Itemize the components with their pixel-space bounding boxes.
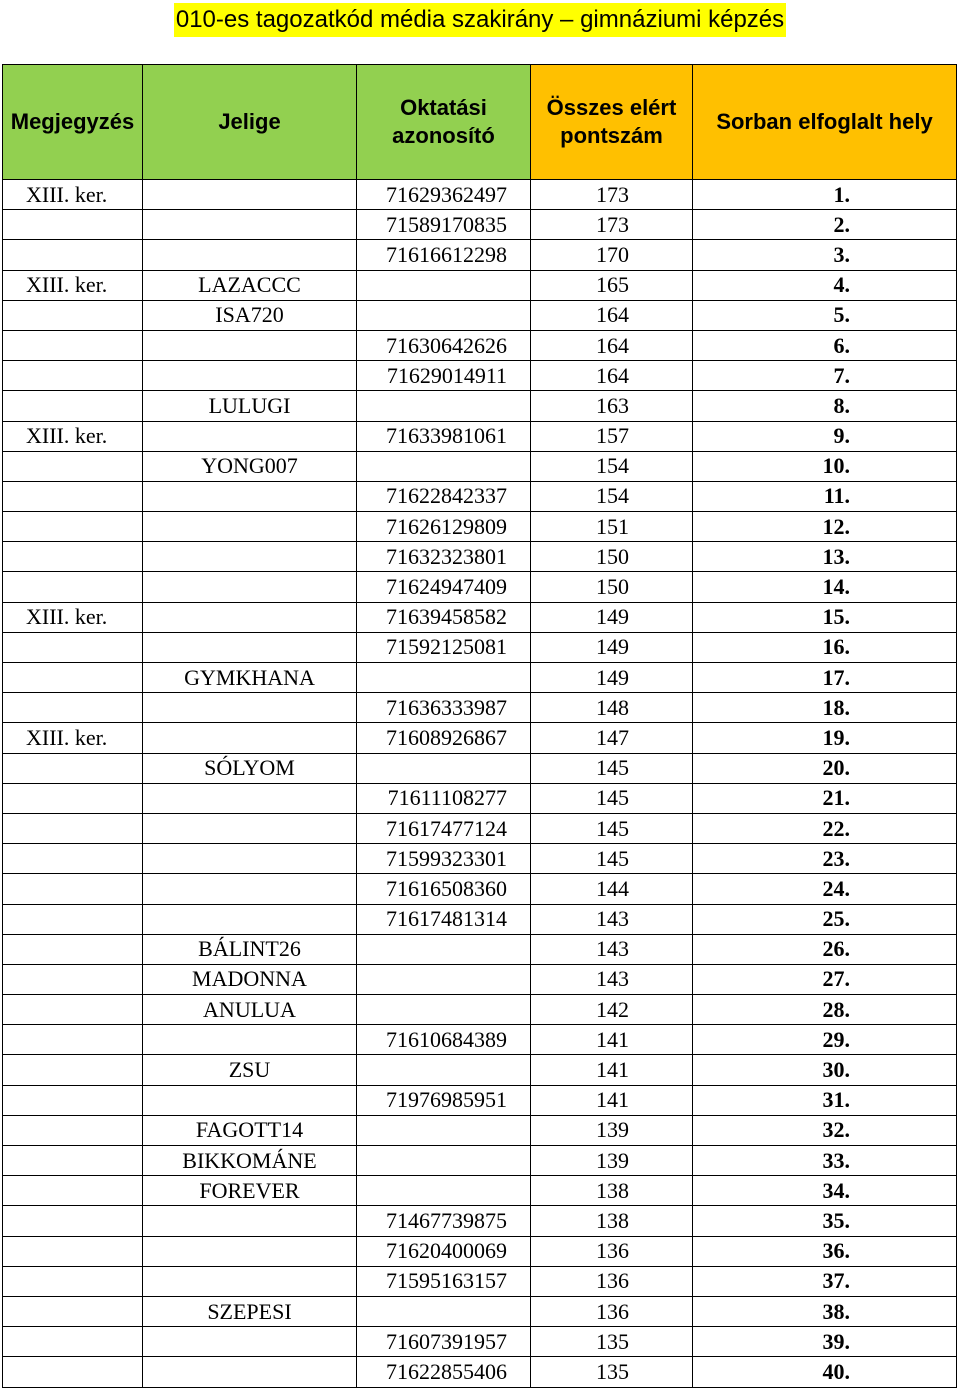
- code-name-cell: FAGOTT14: [143, 1115, 357, 1145]
- student-id-cell: 71589170835: [357, 210, 531, 240]
- table-row: [3, 1025, 957, 1055]
- header-code-name: Jelige: [143, 65, 357, 180]
- points-cell: 145: [531, 844, 693, 874]
- note-cell: [3, 1266, 143, 1296]
- student-id-cell: 71630642626: [357, 330, 531, 360]
- rank-cell: 33.: [693, 1146, 957, 1176]
- code-name-cell: FOREVER: [143, 1176, 357, 1206]
- student-id-cell: 71595163157: [357, 1266, 531, 1296]
- student-id-cell: [357, 300, 531, 330]
- rank-cell: 13.: [693, 542, 957, 572]
- note-cell: [3, 391, 143, 421]
- student-id-cell: 71607391957: [357, 1327, 531, 1357]
- table-row: [3, 451, 957, 481]
- code-name-cell: [143, 813, 357, 843]
- rank-cell: 20.: [693, 753, 957, 783]
- table-row: [3, 783, 957, 813]
- student-id-cell: [357, 1176, 531, 1206]
- table-row: [3, 240, 957, 270]
- rank-cell: 22.: [693, 813, 957, 843]
- rank-cell: 6.: [693, 330, 957, 360]
- note-cell: [3, 783, 143, 813]
- code-name-cell: [143, 421, 357, 451]
- rank-cell: 35.: [693, 1206, 957, 1236]
- code-name-cell: [143, 632, 357, 662]
- rank-cell: 12.: [693, 512, 957, 542]
- student-id-cell: 71629014911: [357, 361, 531, 391]
- points-cell: 142: [531, 995, 693, 1025]
- table-row: [3, 663, 957, 693]
- note-cell: [3, 240, 143, 270]
- points-cell: 136: [531, 1296, 693, 1326]
- points-cell: 138: [531, 1206, 693, 1236]
- code-name-cell: [143, 723, 357, 753]
- rank-cell: 15.: [693, 602, 957, 632]
- table-row: [3, 934, 957, 964]
- points-cell: 164: [531, 300, 693, 330]
- student-id-cell: 71611108277: [357, 783, 531, 813]
- code-name-cell: MADONNA: [143, 964, 357, 994]
- points-cell: 149: [531, 602, 693, 632]
- note-cell: [3, 1055, 143, 1085]
- rank-cell: 31.: [693, 1085, 957, 1115]
- rank-cell: 39.: [693, 1327, 957, 1357]
- student-id-cell: 71976985951: [357, 1085, 531, 1115]
- code-name-cell: [143, 693, 357, 723]
- code-name-cell: ISA720: [143, 300, 357, 330]
- rank-cell: 29.: [693, 1025, 957, 1055]
- rank-cell: 19.: [693, 723, 957, 753]
- note-cell: [3, 210, 143, 240]
- table-row: [3, 602, 957, 632]
- table-row: [3, 180, 957, 210]
- note-cell: [3, 753, 143, 783]
- note-cell: [3, 1146, 143, 1176]
- code-name-cell: [143, 1266, 357, 1296]
- points-cell: 173: [531, 210, 693, 240]
- table-row: [3, 391, 957, 421]
- points-cell: 148: [531, 693, 693, 723]
- points-cell: 165: [531, 270, 693, 300]
- header-id-line2: azonosító: [392, 123, 495, 148]
- code-name-cell: ANULUA: [143, 995, 357, 1025]
- student-id-cell: 71624947409: [357, 572, 531, 602]
- student-id-cell: 71626129809: [357, 512, 531, 542]
- note-cell: [3, 995, 143, 1025]
- page-title: 010-es tagozatkód média szakirány – gimnáziumi képzés: [174, 3, 786, 37]
- code-name-cell: [143, 844, 357, 874]
- points-cell: 136: [531, 1266, 693, 1296]
- student-id-cell: [357, 1115, 531, 1145]
- student-id-cell: 71622842337: [357, 481, 531, 511]
- rank-cell: 9.: [693, 421, 957, 451]
- table-row: [3, 1085, 957, 1115]
- points-cell: 149: [531, 663, 693, 693]
- ranking-table: [2, 64, 957, 1388]
- code-name-cell: BÁLINT26: [143, 934, 357, 964]
- points-cell: 143: [531, 934, 693, 964]
- rank-cell: 14.: [693, 572, 957, 602]
- points-cell: 139: [531, 1115, 693, 1145]
- note-cell: [3, 1025, 143, 1055]
- note-cell: [3, 874, 143, 904]
- points-cell: 141: [531, 1055, 693, 1085]
- code-name-cell: [143, 512, 357, 542]
- header-note: Megjegyzés: [3, 65, 143, 180]
- note-cell: [3, 1357, 143, 1387]
- student-id-cell: 71620400069: [357, 1236, 531, 1266]
- table-row: [3, 874, 957, 904]
- code-name-cell: [143, 1206, 357, 1236]
- note-cell: [3, 1115, 143, 1145]
- points-cell: 147: [531, 723, 693, 753]
- points-cell: 164: [531, 361, 693, 391]
- rank-cell: 37.: [693, 1266, 957, 1296]
- student-id-cell: 71592125081: [357, 632, 531, 662]
- student-id-cell: [357, 995, 531, 1025]
- header-points-line2: pontszám: [560, 123, 663, 148]
- points-cell: 164: [531, 330, 693, 360]
- code-name-cell: [143, 180, 357, 210]
- student-id-cell: [357, 663, 531, 693]
- note-cell: [3, 481, 143, 511]
- rank-cell: 38.: [693, 1296, 957, 1326]
- table-row: [3, 1206, 957, 1236]
- code-name-cell: [143, 542, 357, 572]
- student-id-cell: [357, 451, 531, 481]
- student-id-cell: 71599323301: [357, 844, 531, 874]
- header-points-line1: Összes elért: [546, 95, 677, 120]
- points-cell: 170: [531, 240, 693, 270]
- header-rank: Sorban elfoglalt hely: [693, 65, 957, 180]
- student-id-cell: [357, 1296, 531, 1326]
- points-cell: 154: [531, 451, 693, 481]
- student-id-cell: [357, 1146, 531, 1176]
- table-row: [3, 1115, 957, 1145]
- table-row: [3, 481, 957, 511]
- rank-cell: 3.: [693, 240, 957, 270]
- note-cell: XIII. ker.: [3, 723, 143, 753]
- table-row: [3, 632, 957, 662]
- rank-cell: 11.: [693, 481, 957, 511]
- code-name-cell: [143, 361, 357, 391]
- rank-cell: 7.: [693, 361, 957, 391]
- code-name-cell: [143, 1327, 357, 1357]
- points-cell: 141: [531, 1025, 693, 1055]
- code-name-cell: [143, 904, 357, 934]
- points-cell: 139: [531, 1146, 693, 1176]
- note-cell: [3, 330, 143, 360]
- points-cell: 151: [531, 512, 693, 542]
- points-cell: 136: [531, 1236, 693, 1266]
- header-id: [357, 65, 531, 180]
- rank-cell: 18.: [693, 693, 957, 723]
- student-id-cell: 71632323801: [357, 542, 531, 572]
- header-points: [531, 65, 693, 180]
- rank-cell: 25.: [693, 904, 957, 934]
- code-name-cell: GYMKHANA: [143, 663, 357, 693]
- note-cell: [3, 904, 143, 934]
- points-cell: 145: [531, 783, 693, 813]
- table-row: [3, 813, 957, 843]
- code-name-cell: BIKKOMÁNE: [143, 1146, 357, 1176]
- table-row: [3, 964, 957, 994]
- student-id-cell: 71616508360: [357, 874, 531, 904]
- code-name-cell: [143, 481, 357, 511]
- code-name-cell: [143, 1357, 357, 1387]
- code-name-cell: YONG007: [143, 451, 357, 481]
- points-cell: 145: [531, 753, 693, 783]
- header-id-line1: Oktatási: [400, 95, 487, 120]
- rank-cell: 17.: [693, 663, 957, 693]
- table-row: [3, 512, 957, 542]
- code-name-cell: [143, 874, 357, 904]
- rank-cell: 36.: [693, 1236, 957, 1266]
- code-name-cell: LULUGI: [143, 391, 357, 421]
- table-row: [3, 361, 957, 391]
- rank-cell: 1.: [693, 180, 957, 210]
- rank-cell: 26.: [693, 934, 957, 964]
- code-name-cell: [143, 1085, 357, 1115]
- rank-cell: 27.: [693, 964, 957, 994]
- points-cell: 135: [531, 1357, 693, 1387]
- rank-cell: 30.: [693, 1055, 957, 1085]
- note-cell: XIII. ker.: [3, 602, 143, 632]
- points-cell: 157: [531, 421, 693, 451]
- student-id-cell: [357, 964, 531, 994]
- student-id-cell: [357, 934, 531, 964]
- points-cell: 144: [531, 874, 693, 904]
- rank-cell: 2.: [693, 210, 957, 240]
- points-cell: 163: [531, 391, 693, 421]
- note-cell: [3, 693, 143, 723]
- note-cell: [3, 632, 143, 662]
- rank-cell: 21.: [693, 783, 957, 813]
- code-name-cell: SÓLYOM: [143, 753, 357, 783]
- points-cell: 138: [531, 1176, 693, 1206]
- points-cell: 150: [531, 542, 693, 572]
- note-cell: [3, 361, 143, 391]
- points-cell: 173: [531, 180, 693, 210]
- student-id-cell: 71622855406: [357, 1357, 531, 1387]
- student-id-cell: 71617477124: [357, 813, 531, 843]
- points-cell: 154: [531, 481, 693, 511]
- table-row: [3, 1296, 957, 1326]
- note-cell: XIII. ker.: [3, 180, 143, 210]
- note-cell: [3, 572, 143, 602]
- rank-cell: 40.: [693, 1357, 957, 1387]
- table-body: [3, 180, 957, 1388]
- student-id-cell: 71467739875: [357, 1206, 531, 1236]
- note-cell: [3, 934, 143, 964]
- code-name-cell: [143, 602, 357, 632]
- student-id-cell: [357, 753, 531, 783]
- student-id-cell: 71608926867: [357, 723, 531, 753]
- note-cell: [3, 1296, 143, 1326]
- table-row: [3, 723, 957, 753]
- student-id-cell: [357, 1055, 531, 1085]
- note-cell: [3, 1327, 143, 1357]
- code-name-cell: [143, 330, 357, 360]
- note-cell: [3, 300, 143, 330]
- student-id-cell: 71639458582: [357, 602, 531, 632]
- points-cell: 135: [531, 1327, 693, 1357]
- note-cell: [3, 1206, 143, 1236]
- note-cell: [3, 1236, 143, 1266]
- table-row: [3, 1357, 957, 1387]
- note-cell: [3, 512, 143, 542]
- table-row: [3, 542, 957, 572]
- note-cell: [3, 813, 143, 843]
- points-cell: 143: [531, 964, 693, 994]
- rank-cell: 28.: [693, 995, 957, 1025]
- rank-cell: 23.: [693, 844, 957, 874]
- rank-cell: 5.: [693, 300, 957, 330]
- table-row: [3, 1055, 957, 1085]
- rank-cell: 32.: [693, 1115, 957, 1145]
- note-cell: [3, 1085, 143, 1115]
- rank-cell: 4.: [693, 270, 957, 300]
- code-name-cell: SZEPESI: [143, 1296, 357, 1326]
- student-id-cell: [357, 270, 531, 300]
- code-name-cell: [143, 240, 357, 270]
- student-id-cell: 71617481314: [357, 904, 531, 934]
- table-row: [3, 1146, 957, 1176]
- table-row: [3, 753, 957, 783]
- points-cell: 149: [531, 632, 693, 662]
- student-id-cell: 71610684389: [357, 1025, 531, 1055]
- code-name-cell: LAZACCC: [143, 270, 357, 300]
- student-id-cell: 71616612298: [357, 240, 531, 270]
- table-row: [3, 1176, 957, 1206]
- table-row: [3, 300, 957, 330]
- rank-cell: 8.: [693, 391, 957, 421]
- table-row: [3, 1266, 957, 1296]
- student-id-cell: 71636333987: [357, 693, 531, 723]
- table-row: [3, 270, 957, 300]
- table-row: [3, 330, 957, 360]
- rank-cell: 16.: [693, 632, 957, 662]
- code-name-cell: [143, 1025, 357, 1055]
- code-name-cell: [143, 572, 357, 602]
- note-cell: [3, 1176, 143, 1206]
- note-cell: XIII. ker.: [3, 421, 143, 451]
- table-row: [3, 995, 957, 1025]
- note-cell: XIII. ker.: [3, 270, 143, 300]
- student-id-cell: 71633981061: [357, 421, 531, 451]
- table-row: [3, 421, 957, 451]
- rank-cell: 10.: [693, 451, 957, 481]
- note-cell: [3, 844, 143, 874]
- code-name-cell: [143, 210, 357, 240]
- points-cell: 141: [531, 1085, 693, 1115]
- points-cell: 150: [531, 572, 693, 602]
- table-row: [3, 1236, 957, 1266]
- code-name-cell: [143, 783, 357, 813]
- points-cell: 145: [531, 813, 693, 843]
- rank-cell: 34.: [693, 1176, 957, 1206]
- table-row: [3, 1327, 957, 1357]
- title-wrap: [0, 3, 960, 37]
- code-name-cell: ZSU: [143, 1055, 357, 1085]
- table-row: [3, 844, 957, 874]
- code-name-cell: [143, 1236, 357, 1266]
- note-cell: [3, 542, 143, 572]
- table-row: [3, 572, 957, 602]
- student-id-cell: 71629362497: [357, 180, 531, 210]
- student-id-cell: [357, 391, 531, 421]
- note-cell: [3, 964, 143, 994]
- table-row: [3, 693, 957, 723]
- rank-cell: 24.: [693, 874, 957, 904]
- note-cell: [3, 663, 143, 693]
- table-row: [3, 210, 957, 240]
- note-cell: [3, 451, 143, 481]
- points-cell: 143: [531, 904, 693, 934]
- table-row: [3, 904, 957, 934]
- table-header-row: [3, 65, 957, 180]
